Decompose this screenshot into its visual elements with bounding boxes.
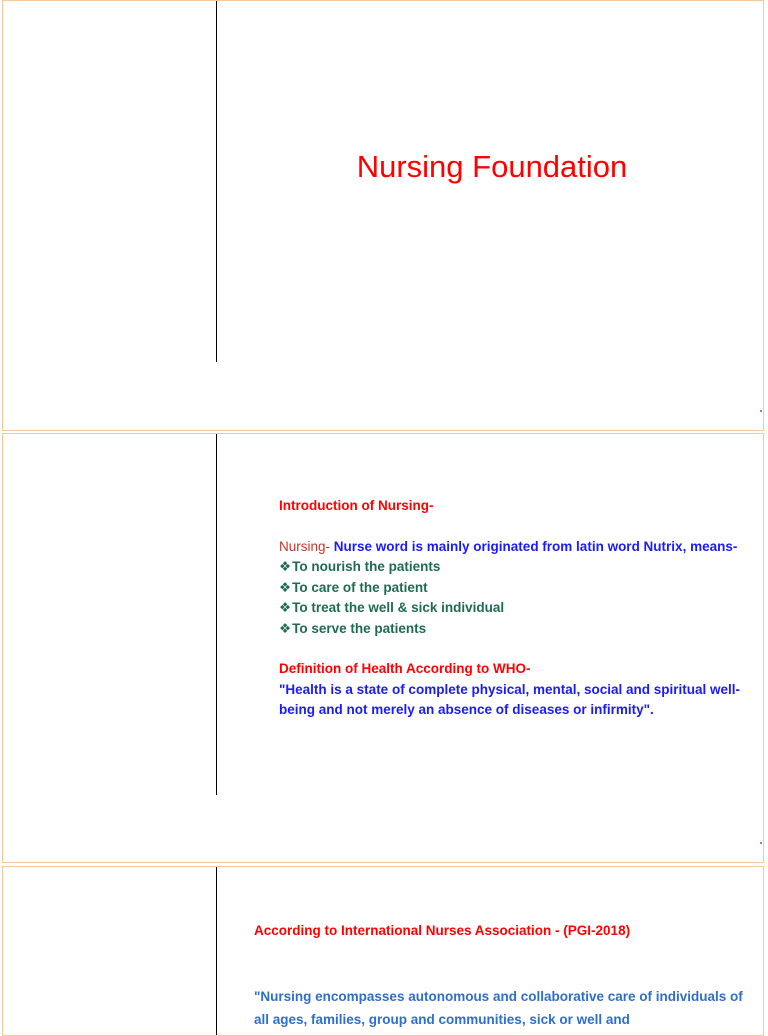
ina-definition-slide bbox=[2, 866, 764, 1036]
list-item: ❖To serve the patients bbox=[279, 620, 427, 636]
bullet-list bbox=[279, 557, 759, 639]
nursing-label: Nursing- bbox=[279, 538, 331, 554]
ina-heading: According to International Nurses Association - (PGI-2018) bbox=[254, 923, 631, 938]
diamond-bullet-icon: ❖ bbox=[279, 579, 292, 595]
nursing-definition: Nurse word is mainly originated from latin word Nutrix, means- bbox=[330, 538, 738, 554]
ina-quote: "Nursing encompasses autonomous and collaborative care of individuals of all ages, families, group and communities, sick or well and bbox=[254, 989, 743, 1027]
title-slide bbox=[2, 0, 764, 431]
slide-divider-line bbox=[216, 867, 217, 1036]
list-item: ❖To treat the well & sick individual bbox=[279, 600, 505, 615]
list-item: ❖To nourish the patients bbox=[279, 559, 441, 574]
who-quote: "Health is a state of complete physical, mental, social and spiritual well-being and not merely an absence of diseases or infirmity". bbox=[279, 681, 741, 717]
page-title: Nursing Foundation bbox=[356, 149, 628, 184]
slide-divider-line bbox=[216, 1, 217, 362]
introduction-slide bbox=[2, 433, 764, 863]
diamond-bullet-icon: ❖ bbox=[279, 620, 292, 636]
intro-heading: Introduction of Nursing- bbox=[279, 498, 434, 513]
diamond-bullet-icon: ❖ bbox=[279, 559, 292, 574]
slide-corner-mark bbox=[760, 410, 762, 412]
list-item: ❖To care of the patient bbox=[279, 579, 428, 595]
slide-divider-line bbox=[216, 434, 217, 795]
slide-corner-mark bbox=[760, 842, 762, 844]
who-heading: Definition of Health According to WHO- bbox=[279, 661, 531, 676]
introduction-content bbox=[279, 496, 759, 721]
diamond-bullet-icon: ❖ bbox=[279, 600, 292, 615]
nursing-definition-paragraph bbox=[279, 537, 759, 558]
